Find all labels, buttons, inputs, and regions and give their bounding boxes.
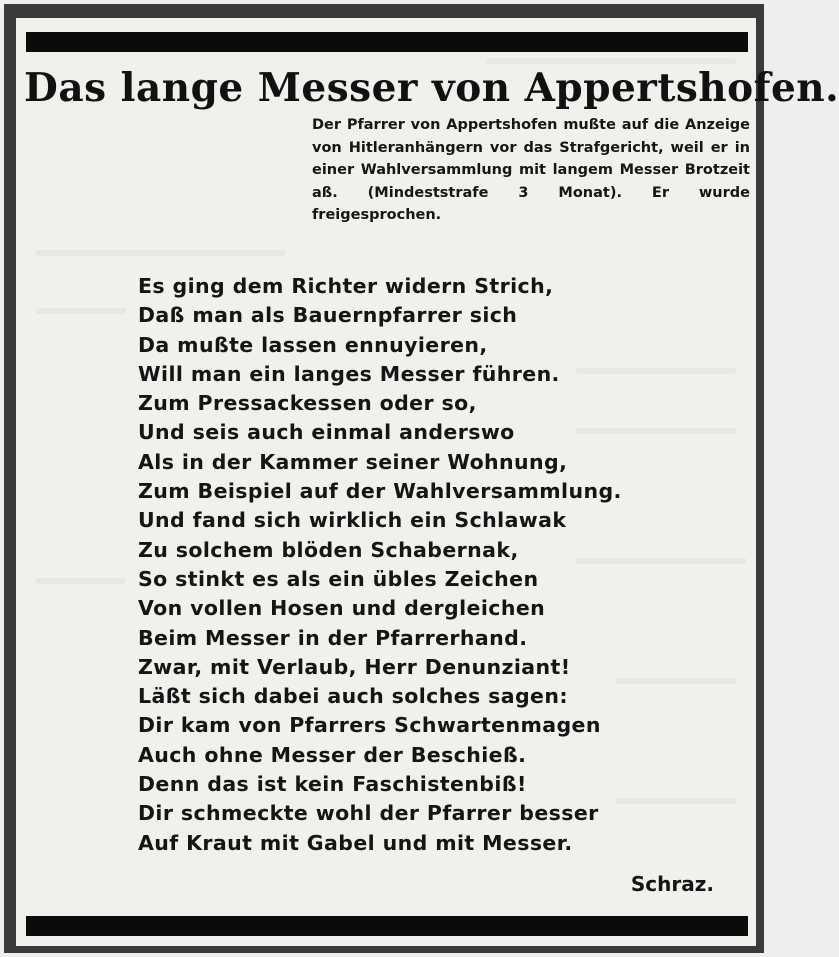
- poem-line: Als in der Kammer seiner Wohnung,: [138, 449, 568, 474]
- poem-line: Beim Messer in der Pfarrerhand.: [138, 625, 528, 650]
- bleed-through-line: [36, 250, 286, 256]
- poem-line: Will man ein langes Messer führen.: [138, 361, 560, 386]
- headline: Das lange Messer von Appertshofen.: [24, 65, 839, 111]
- clipping-frame: [4, 4, 839, 953]
- poem-line: Daß man als Bauernpfarrer sich: [138, 303, 518, 328]
- poem-line: Dir kam von Pfarrers Schwartenmagen: [138, 713, 601, 738]
- poem-line: Zum Beispiel auf der Wahlversammlung.: [138, 479, 622, 504]
- poem-line: Zu solchem blöden Schabernak,: [138, 537, 519, 562]
- poem-line: Denn das ist kein Faschistenbiß!: [138, 772, 527, 797]
- poem-line: Von vollen Hosen und dergleichen: [138, 596, 546, 621]
- bleed-through-line: [36, 578, 126, 584]
- poem-line: Es ging dem Richter widern Strich,: [138, 274, 554, 298]
- poem-line: Zum Pressackessen oder so,: [138, 391, 477, 416]
- poem-line: Und seis auch einmal anderswo: [138, 420, 515, 445]
- poem: [138, 272, 622, 858]
- bottom-rule: [26, 916, 748, 936]
- intro-paragraph: Der Pfarrer von Appertshofen mußte auf die Anzeige von Hitleranhängern vor das Strafgericht, weil er in einer Wahlversammlung mit langem Messer Brotzeit aß. (Mindeststrafe 3 Monat). Er wurde freigesprochen.: [312, 117, 750, 223]
- poem-line: Auch ohne Messer der Beschieß.: [138, 742, 527, 767]
- poem-line: So stinkt es als ein übles Zeichen: [138, 566, 539, 591]
- poem-line: Und fand sich wirklich ein Schlawak: [138, 508, 567, 533]
- poem-line: Auf Kraut mit Gabel und mit Messer.: [138, 830, 573, 855]
- poem-line: Dir schmeckte wohl der Pfarrer besser: [138, 801, 599, 826]
- newspaper-clipping: [16, 18, 839, 946]
- poem-line: Läßt sich dabei auch solches sagen:: [138, 684, 568, 709]
- bleed-through-line: [616, 798, 736, 804]
- bleed-through-line: [616, 678, 736, 684]
- poem-line: Zwar, mit Verlaub, Herr Denunziant!: [138, 654, 571, 679]
- author-signature: Schraz.: [630, 872, 714, 896]
- poem-line: Da mußte lassen ennuyieren,: [138, 332, 488, 357]
- top-rule: [26, 32, 748, 52]
- bleed-through-line: [36, 308, 126, 314]
